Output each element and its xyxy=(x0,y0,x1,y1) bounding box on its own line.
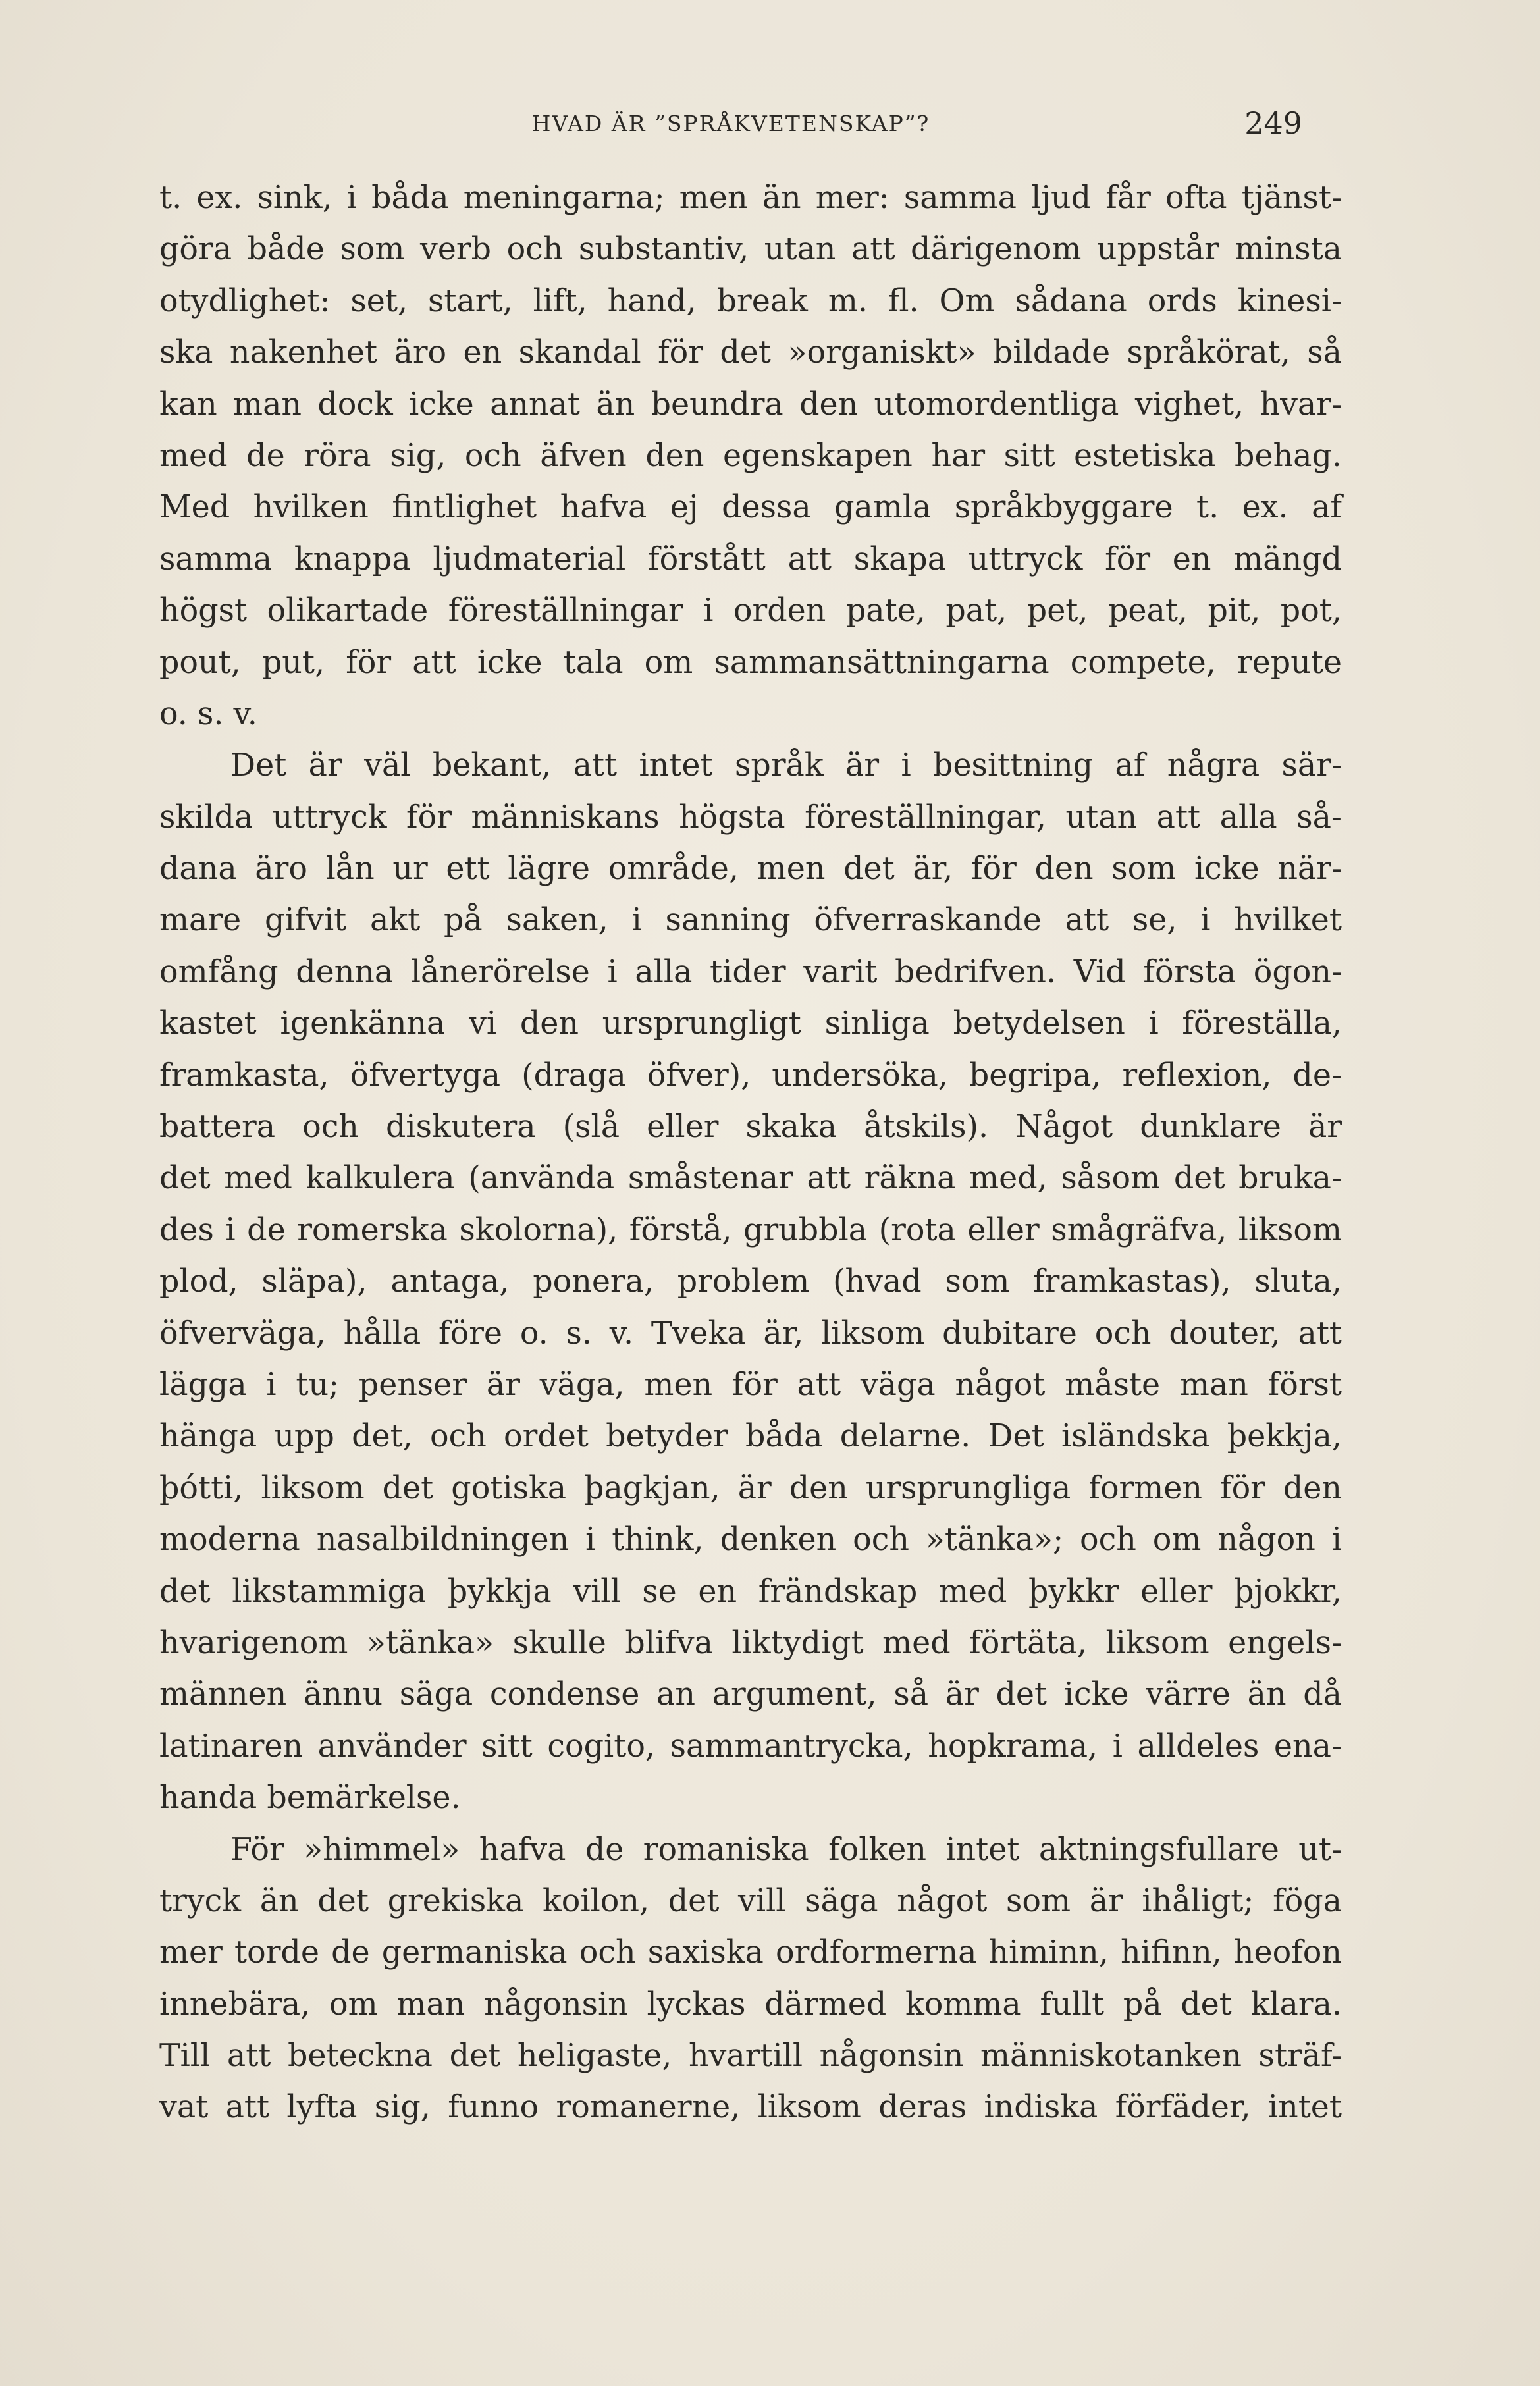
text-line: För »himmel» hafva de romaniska folken intet aktningsfullare ut- xyxy=(230,1831,1342,1868)
text-line: kastet igenkänna vi den ursprungligt sinliga betydelsen i föreställa, xyxy=(159,1005,1342,1042)
text-line: vat att lyfta sig, funno romanerne, liksom deras indiska förfäder, intet xyxy=(159,2089,1342,2126)
text-line: hvarigenom »tänka» skulle blifva liktydigt med förtäta, liksom engels- xyxy=(159,1624,1342,1661)
text-line: t. ex. sink, i båda meningarna; men än mer: samma ljud får ofta tjänst- xyxy=(159,180,1342,216)
text-line: des i de romerska skolorna), förstå, grubbla (rota eller smågräfva, liksom xyxy=(159,1211,1342,1248)
text-line: mare gifvit akt på saken, i sanning öfverraskande att se, i hvilket xyxy=(159,902,1342,939)
text-line: pout, put, för att icke tala om sammansättningarna compete, repute xyxy=(159,644,1342,681)
text-line: det med kalkulera (använda småstenar att räkna med, såsom det bruka- xyxy=(159,1160,1342,1197)
body-text xyxy=(159,172,1342,2134)
text-line: högst olikartade föreställningar i orden pate, pat, pet, peat, pit, pot, xyxy=(159,593,1342,629)
text-line: battera och diskutera (slå eller skaka åtskils). Något dunklare är xyxy=(159,1109,1342,1146)
text-line: männen ännu säga condense an argument, så är det icke värre än då xyxy=(159,1676,1342,1713)
text-line: tryck än det grekiska koilon, det vill säga något som är ihåligt; föga xyxy=(159,1882,1342,1919)
text-line: öfverväga, hålla före o. s. v. Tveka är, liksom dubitare och douter, att xyxy=(159,1315,1342,1352)
text-line: hänga upp det, och ordet betyder båda delarne. Det isländska þekkja, xyxy=(159,1418,1342,1455)
text-line: Det är väl bekant, att intet språk är i besittning af några sär- xyxy=(230,747,1342,784)
text-line: moderna nasalbildningen i think, denken och »tänka»; och om någon i xyxy=(159,1522,1342,1558)
text-line: ska nakenhet äro en skandal för det »organiskt» bildade språkörat, så xyxy=(159,334,1342,371)
text-line: o. s. v. xyxy=(159,695,257,732)
page-number: 249 xyxy=(1244,105,1302,141)
text-line: lägga i tu; penser är väga, men för att väga något måste man först xyxy=(159,1366,1342,1403)
text-line: skilda uttryck för människans högsta föreställningar, utan att alla så- xyxy=(159,799,1342,835)
text-line: kan man dock icke annat än beundra den utomordentliga vighet, hvar- xyxy=(159,386,1342,423)
text-line: Med hvilken fintlighet hafva ej dessa gamla språkbyggare t. ex. af xyxy=(159,489,1342,526)
text-line: handa bemärkelse. xyxy=(159,1780,461,1816)
text-line: innebära, om man någonsin lyckas därmed komma fullt på det klara. xyxy=(159,1986,1342,2023)
text-line: med de röra sig, och äfven den egenskapen har sitt estetiska behag. xyxy=(159,437,1342,474)
text-line: plod, släpa), antaga, ponera, problem (hvad som framkastas), sluta, xyxy=(159,1263,1342,1300)
text-line: mer torde de germaniska och saxiska ordformerna himinn, hifinn, heofon xyxy=(159,1934,1342,1971)
text-line: göra både som verb och substantiv, utan att därigenom uppstår minsta xyxy=(159,231,1342,268)
text-line: samma knappa ljudmaterial förstått att skapa uttryck för en mängd xyxy=(159,541,1342,577)
text-line: Till att beteckna det heligaste, hvartill någonsin människotanken sträf- xyxy=(159,2038,1342,2075)
text-line: þótti, liksom det gotiska þagkjan, är den ursprungliga formen för den xyxy=(159,1470,1342,1506)
text-line: dana äro lån ur ett lägre område, men det är, för den som icke när- xyxy=(159,851,1342,888)
text-line: det likstammiga þykkja vill se en frändskap med þykkr eller þjokkr, xyxy=(159,1573,1342,1610)
running-title: HVAD ÄR ”SPRÅKVETENSKAP”? xyxy=(531,111,930,136)
text-line: latinaren använder sitt cogito, sammantrycka, hopkrama, i alldeles ena- xyxy=(159,1728,1342,1764)
page-header xyxy=(159,105,1302,150)
text-line: omfång denna lånerörelse i alla tider varit bedrifven. Vid första ögon- xyxy=(159,953,1342,990)
text-line: framkasta, öfvertyga (draga öfver), undersöka, begripa, reflexion, de- xyxy=(159,1057,1342,1094)
text-line: otydlighet: set, start, lift, hand, break m. fl. Om sådana ords kinesi- xyxy=(159,282,1342,319)
